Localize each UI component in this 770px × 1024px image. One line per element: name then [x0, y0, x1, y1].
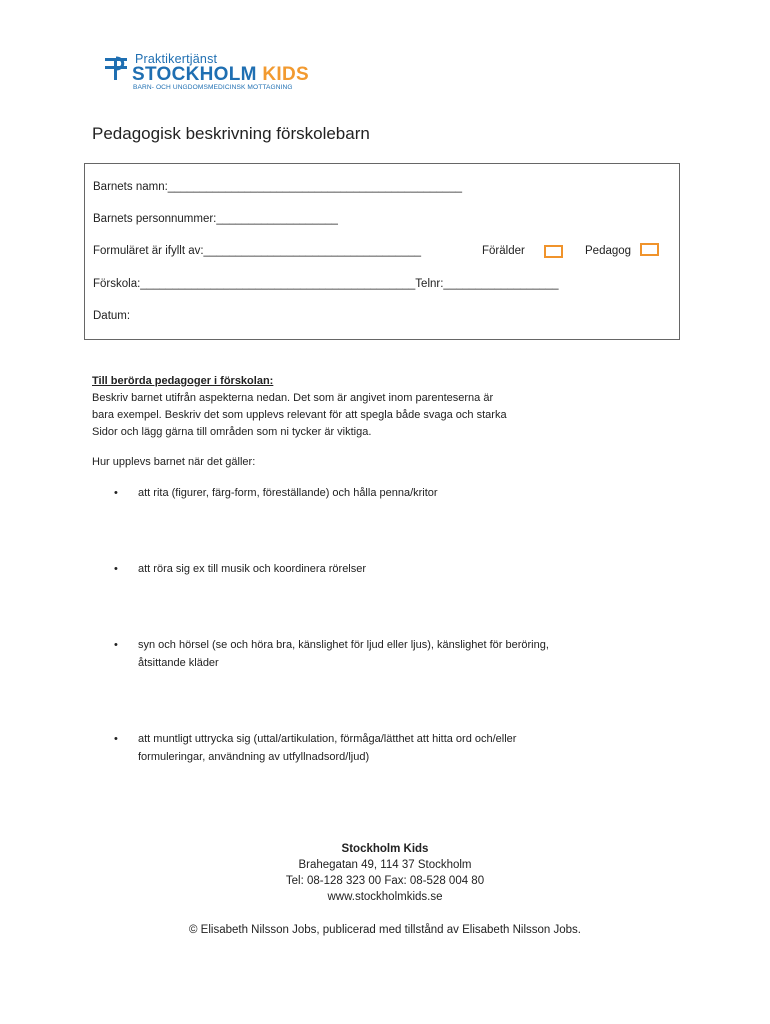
personal-number-field[interactable]: Barnets personnummer:___________________ [93, 213, 338, 225]
bullet-icon: • [114, 733, 118, 745]
list-item-text [138, 636, 638, 672]
list-item-text [138, 484, 638, 502]
instructions-line-2: bara exempel. Beskriv det som upplevs relevant för att spegla både svaga och starka [92, 409, 507, 421]
footer-address: Brahegatan 49, 114 37 Stockholm [298, 859, 472, 871]
list-item-line: formuleringar, användning av utfyllnadsord/ljud) [138, 751, 370, 763]
bullet-icon: • [114, 563, 118, 575]
instructions-block [92, 373, 507, 441]
footer-contact [0, 841, 770, 905]
bullet-icon: • [114, 487, 118, 499]
preschool-phone-field[interactable]: Förskola:___________________________________________Telnr:__________________ [93, 278, 559, 290]
list-item-line: att rita (figurer, färg-form, föreställande) och hålla penna/kritor [138, 487, 438, 499]
page-title: Pedagogisk beskrivning förskolebarn [92, 124, 370, 143]
instructions-heading: Till berörda pedagoger i förskolan: [92, 375, 274, 387]
parent-option-label: Förälder [482, 245, 525, 257]
logo-subtitle: BARN- OCH UNGDOMSMEDICINSK MOTTAGNING [133, 84, 293, 91]
bullet-icon: • [114, 639, 118, 651]
child-info-form [84, 163, 680, 340]
praktikertjanst-logo-icon [103, 54, 129, 82]
list-item-line: åtsittande kläder [138, 657, 219, 669]
footer-web[interactable]: www.stockholmkids.se [327, 891, 443, 903]
logo-top-text: Praktikertjänst [135, 52, 218, 66]
list-item-text [138, 730, 638, 766]
footer-copyright: © Elisabeth Nilsson Jobs, publicerad med tillstånd av Elisabeth Nilsson Jobs. [189, 924, 581, 936]
filled-by-field[interactable]: Formuläret är ifyllt av:__________________________________ [93, 245, 422, 257]
child-name-field[interactable]: Barnets namn:______________________________________________ [93, 181, 462, 193]
parent-checkbox[interactable] [544, 245, 563, 258]
teacher-option-label: Pedagog [585, 245, 632, 257]
date-field[interactable]: Datum: [93, 310, 131, 322]
list-item-line: att röra sig ex till musik och koordinera rörelser [138, 563, 367, 575]
logo-main-text [132, 64, 309, 86]
list-item-line: syn och hörsel (se och höra bra, känslighet för ljud eller ljus), känslighet för beröring, [138, 639, 549, 651]
logo-stockholm: STOCKHOLM [132, 64, 257, 85]
list-item-text [138, 560, 638, 578]
instructions-line-1: Beskriv barnet utifrån aspekterna nedan. Det som är angivet inom parenteserna är [92, 392, 494, 404]
footer-org: Stockholm Kids [341, 843, 429, 855]
footer-phone: Tel: 08-128 323 00 Fax: 08-528 004 80 [285, 875, 485, 887]
question-text: Hur upplevs barnet när det gäller: [92, 456, 256, 468]
company-logo [103, 50, 313, 96]
instructions-line-3: Sidor och lägg gärna till områden som ni tycker är viktiga. [92, 426, 372, 438]
teacher-checkbox[interactable] [640, 243, 659, 256]
logo-kids: KIDS [262, 64, 309, 85]
list-item-line: att muntligt uttrycka sig (uttal/artikulation, förmåga/lätthet att hitta ord och/eller [138, 733, 517, 745]
